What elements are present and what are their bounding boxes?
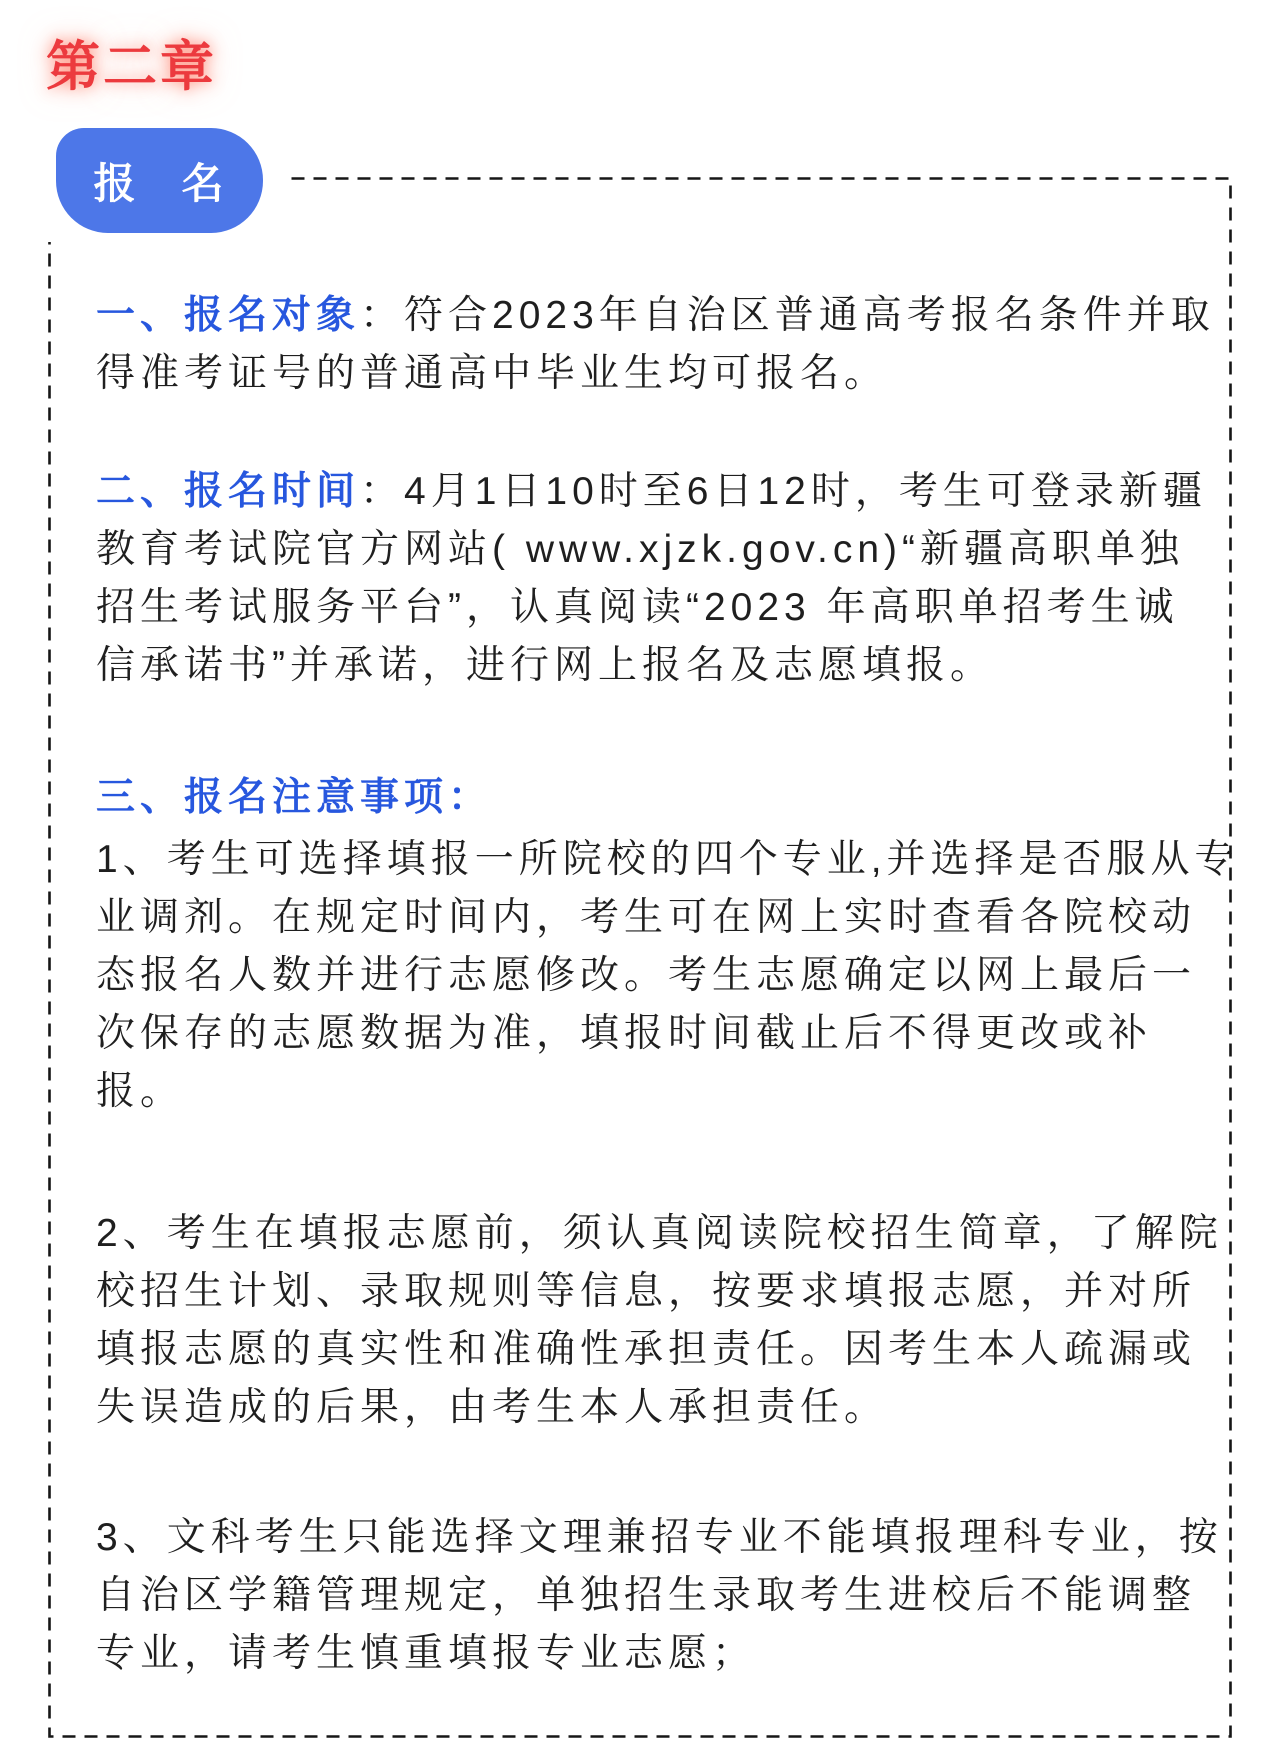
chapter-title: 第二章	[46, 37, 217, 97]
text-line: 1、考生可选择填报一所院校的四个专业,并选择是否服从专	[96, 838, 1239, 881]
text-line: 得准考证号的普通高中毕业生均可报名。	[96, 352, 889, 395]
text-line: 2、考生在填报志愿前，须认真阅读院校招生简章，了解院	[96, 1212, 1223, 1255]
text-line: 填报志愿的真实性和准确性承担责任。因考生本人疏漏或	[96, 1328, 1197, 1371]
section-heading-3: 三、报名注意事项：	[96, 776, 493, 819]
section-badge	[56, 128, 263, 233]
paragraph-note-1	[96, 831, 1239, 1121]
text-line: 次保存的志愿数据为准，填报时间截止后不得更改或补	[96, 1012, 1153, 1055]
text-line: 教育考试院官方网站( www.xjzk.gov.cn)“新疆高职单独	[96, 528, 1184, 571]
paragraph-note-2	[96, 1205, 1236, 1437]
text-line: 信承诺书”并承诺，进行网上报名及志愿填报。	[96, 644, 994, 687]
section-heading-1: 一、报名对象	[96, 294, 361, 337]
text-run: ：4月1日10时至6日12时，考生可登录新疆	[360, 470, 1207, 513]
text-line: 态报名人数并进行志愿修改。考生志愿确定以网上最后一	[96, 954, 1197, 997]
paragraph-registration-time	[96, 463, 1236, 695]
text-line: 报。	[96, 1070, 185, 1113]
paragraph-registration-target	[96, 287, 1236, 403]
paragraph-note-3	[96, 1509, 1236, 1683]
paragraph-registration-notes-heading	[96, 769, 1236, 827]
text-line	[96, 463, 1236, 521]
text-line: 专业，请考生慎重填报专业志愿；	[96, 1632, 757, 1675]
text-line: 招生考试服务平台”，认真阅读“2023 年高职单招考生诚	[96, 586, 1179, 629]
section-badge-label: 报 名	[93, 159, 226, 207]
text-line: 校招生计划、录取规则等信息，按要求填报志愿，并对所	[96, 1270, 1197, 1313]
text-run: ：符合2023年自治区普通高考报名条件并取	[360, 294, 1215, 337]
text-line: 失误造成的后果，由考生本人承担责任。	[96, 1386, 889, 1429]
text-line: 3、文科考生只能选择文理兼招专业不能填报理科专业，按	[96, 1516, 1223, 1559]
text-line	[96, 287, 1236, 345]
text-line: 自治区学籍管理规定，单独招生录取考生进校后不能调整	[96, 1574, 1197, 1617]
text-line: 业调剂。在规定时间内，考生可在网上实时查看各院校动	[96, 896, 1197, 939]
section-heading-2: 二、报名时间	[96, 470, 361, 513]
document-body	[96, 287, 1239, 1683]
